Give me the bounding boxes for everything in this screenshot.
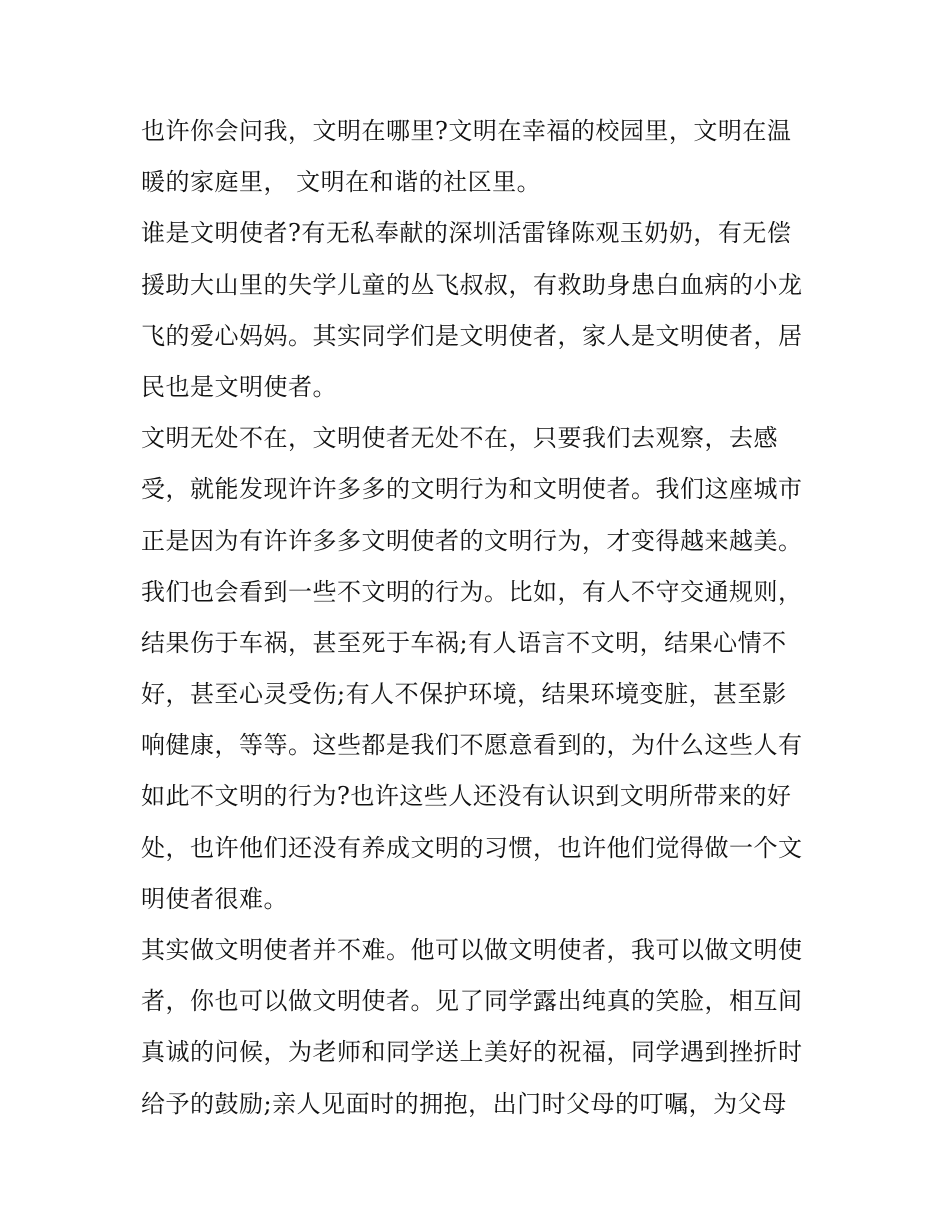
text-line: 文明无处不在，文明使者无处不在，只要我们去观察，去感 (141, 424, 778, 453)
text-line: 给予的鼓励;亲人见面时的拥抱，出门时父母的叮嘱，为父母 (141, 1089, 787, 1118)
text-line: 我们也会看到一些不文明的行为。比如，有人不守交通规则， (141, 577, 803, 606)
body-text (141, 109, 821, 1133)
text-line: 响健康，等等。这些都是我们不愿意看到的，为什么这些人有 (141, 731, 803, 760)
text-line: 好，甚至心灵受伤;有人不保护环境，结果环境变脏，甚至影 (141, 680, 787, 709)
text-line: 结果伤于车祸，甚至死于车祸;有人语言不文明，结果心情不 (141, 628, 787, 657)
text-line: 飞的爱心妈妈。其实同学们是文明使者，家人是文明使者，居 (141, 321, 803, 350)
text-line: 也许你会问我，文明在哪里?文明在幸福的校园里，文明在温 (141, 117, 792, 145)
text-line: 真诚的问候，为老师和同学送上美好的祝福，同学遇到挫折时 (141, 1038, 803, 1067)
text-line: 者，你也可以做文明使者。见了同学露出纯真的笑脸，相互间 (141, 987, 803, 1016)
text-line: 处，也许他们还没有养成文明的习惯，也许他们觉得做一个文 (141, 833, 803, 862)
text-line: 其实做文明使者并不难。他可以做文明使者，我可以做文明使 (141, 936, 803, 964)
text-line: 民也是文明使者。 (141, 372, 337, 401)
text-line: 明使者很难。 (141, 884, 288, 913)
text-line: 援助大山里的失学儿童的丛飞叔叔，有救助身患白血病的小龙 (141, 270, 803, 299)
text-line: 暖的家庭里， 文明在和谐的社区里。 (141, 168, 542, 197)
text-line: 如此不文明的行为?也许这些人还没有认识到文明所带来的好 (141, 782, 792, 811)
text-line: 谁是文明使者?有无私奉献的深圳活雷锋陈观玉奶奶，有无偿 (141, 219, 792, 248)
text-line: 受，就能发现许许多多的文明行为和文明使者。我们这座城市 (141, 475, 803, 504)
text-line: 正是因为有许许多多文明使者的文明行为，才变得越来越美。 (141, 526, 803, 555)
